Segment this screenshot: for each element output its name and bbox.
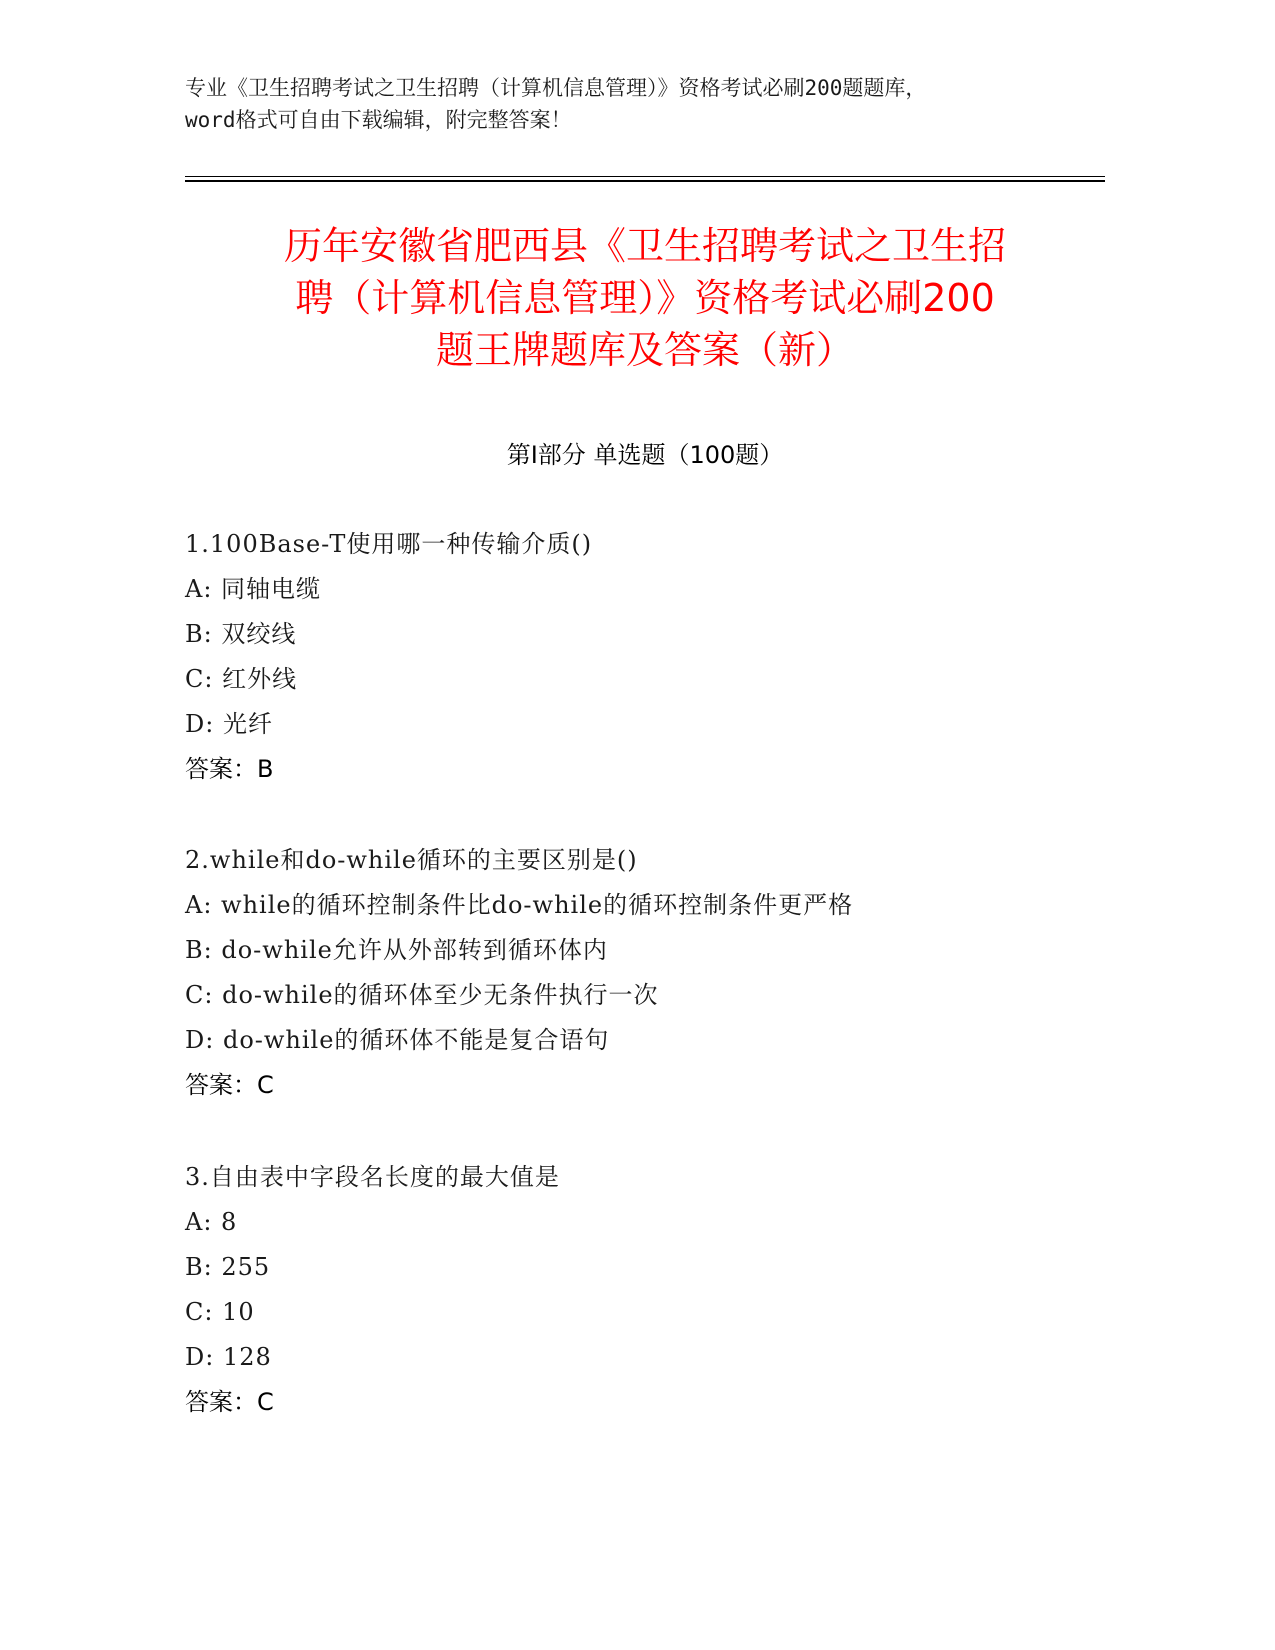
option-d: D: 光纤 <box>185 710 273 738</box>
title-line-2: 聘（计算机信息管理）》资格考试必刷200 <box>295 276 995 320</box>
option-b: B: 255 <box>185 1253 271 1281</box>
option-c: C: 10 <box>185 1298 255 1326</box>
option-a: A: while的循环控制条件比do-while的循环控制条件更严格 <box>185 891 854 919</box>
option-b: B: 双绞线 <box>185 620 297 648</box>
option-c: C: 红外线 <box>185 665 298 693</box>
document-title <box>185 220 1105 376</box>
option-b: B: do-while允许从外部转到循环体内 <box>185 936 608 964</box>
answer: 答案：B <box>185 755 274 783</box>
question-1 <box>185 522 1105 792</box>
answer: 答案：C <box>185 1388 274 1416</box>
question-stem: 3.自由表中字段名长度的最大值是 <box>185 1163 560 1191</box>
title-line-3: 题王牌题库及答案（新） <box>435 328 854 372</box>
question-2 <box>185 838 1105 1108</box>
question-stem: 2.while和do-while循环的主要区别是() <box>185 846 638 874</box>
header-note <box>185 72 1105 136</box>
header-divider-thick <box>185 180 1105 182</box>
header-divider-thin <box>185 176 1105 177</box>
title-line-1: 历年安徽省肥西县《卫生招聘考试之卫生招 <box>283 224 1006 268</box>
answer: 答案：C <box>185 1071 274 1099</box>
header-note-line-2: word格式可自由下载编辑，附完整答案！ <box>185 108 572 132</box>
option-a: A: 8 <box>185 1208 238 1236</box>
header-note-line-1: 专业《卫生招聘考试之卫生招聘（计算机信息管理）》资格考试必刷200题题库， <box>185 76 927 100</box>
question-stem: 1.100Base-T使用哪一种传输介质() <box>185 530 593 558</box>
option-d: D: 128 <box>185 1343 272 1371</box>
option-a: A: 同轴电缆 <box>185 575 322 603</box>
option-d: D: do-while的循环体不能是复合语句 <box>185 1026 610 1054</box>
option-c: C: do-while的循环体至少无条件执行一次 <box>185 981 659 1009</box>
question-3 <box>185 1155 1105 1425</box>
section-heading: 第Ⅰ部分 单选题（100题） <box>506 441 784 469</box>
